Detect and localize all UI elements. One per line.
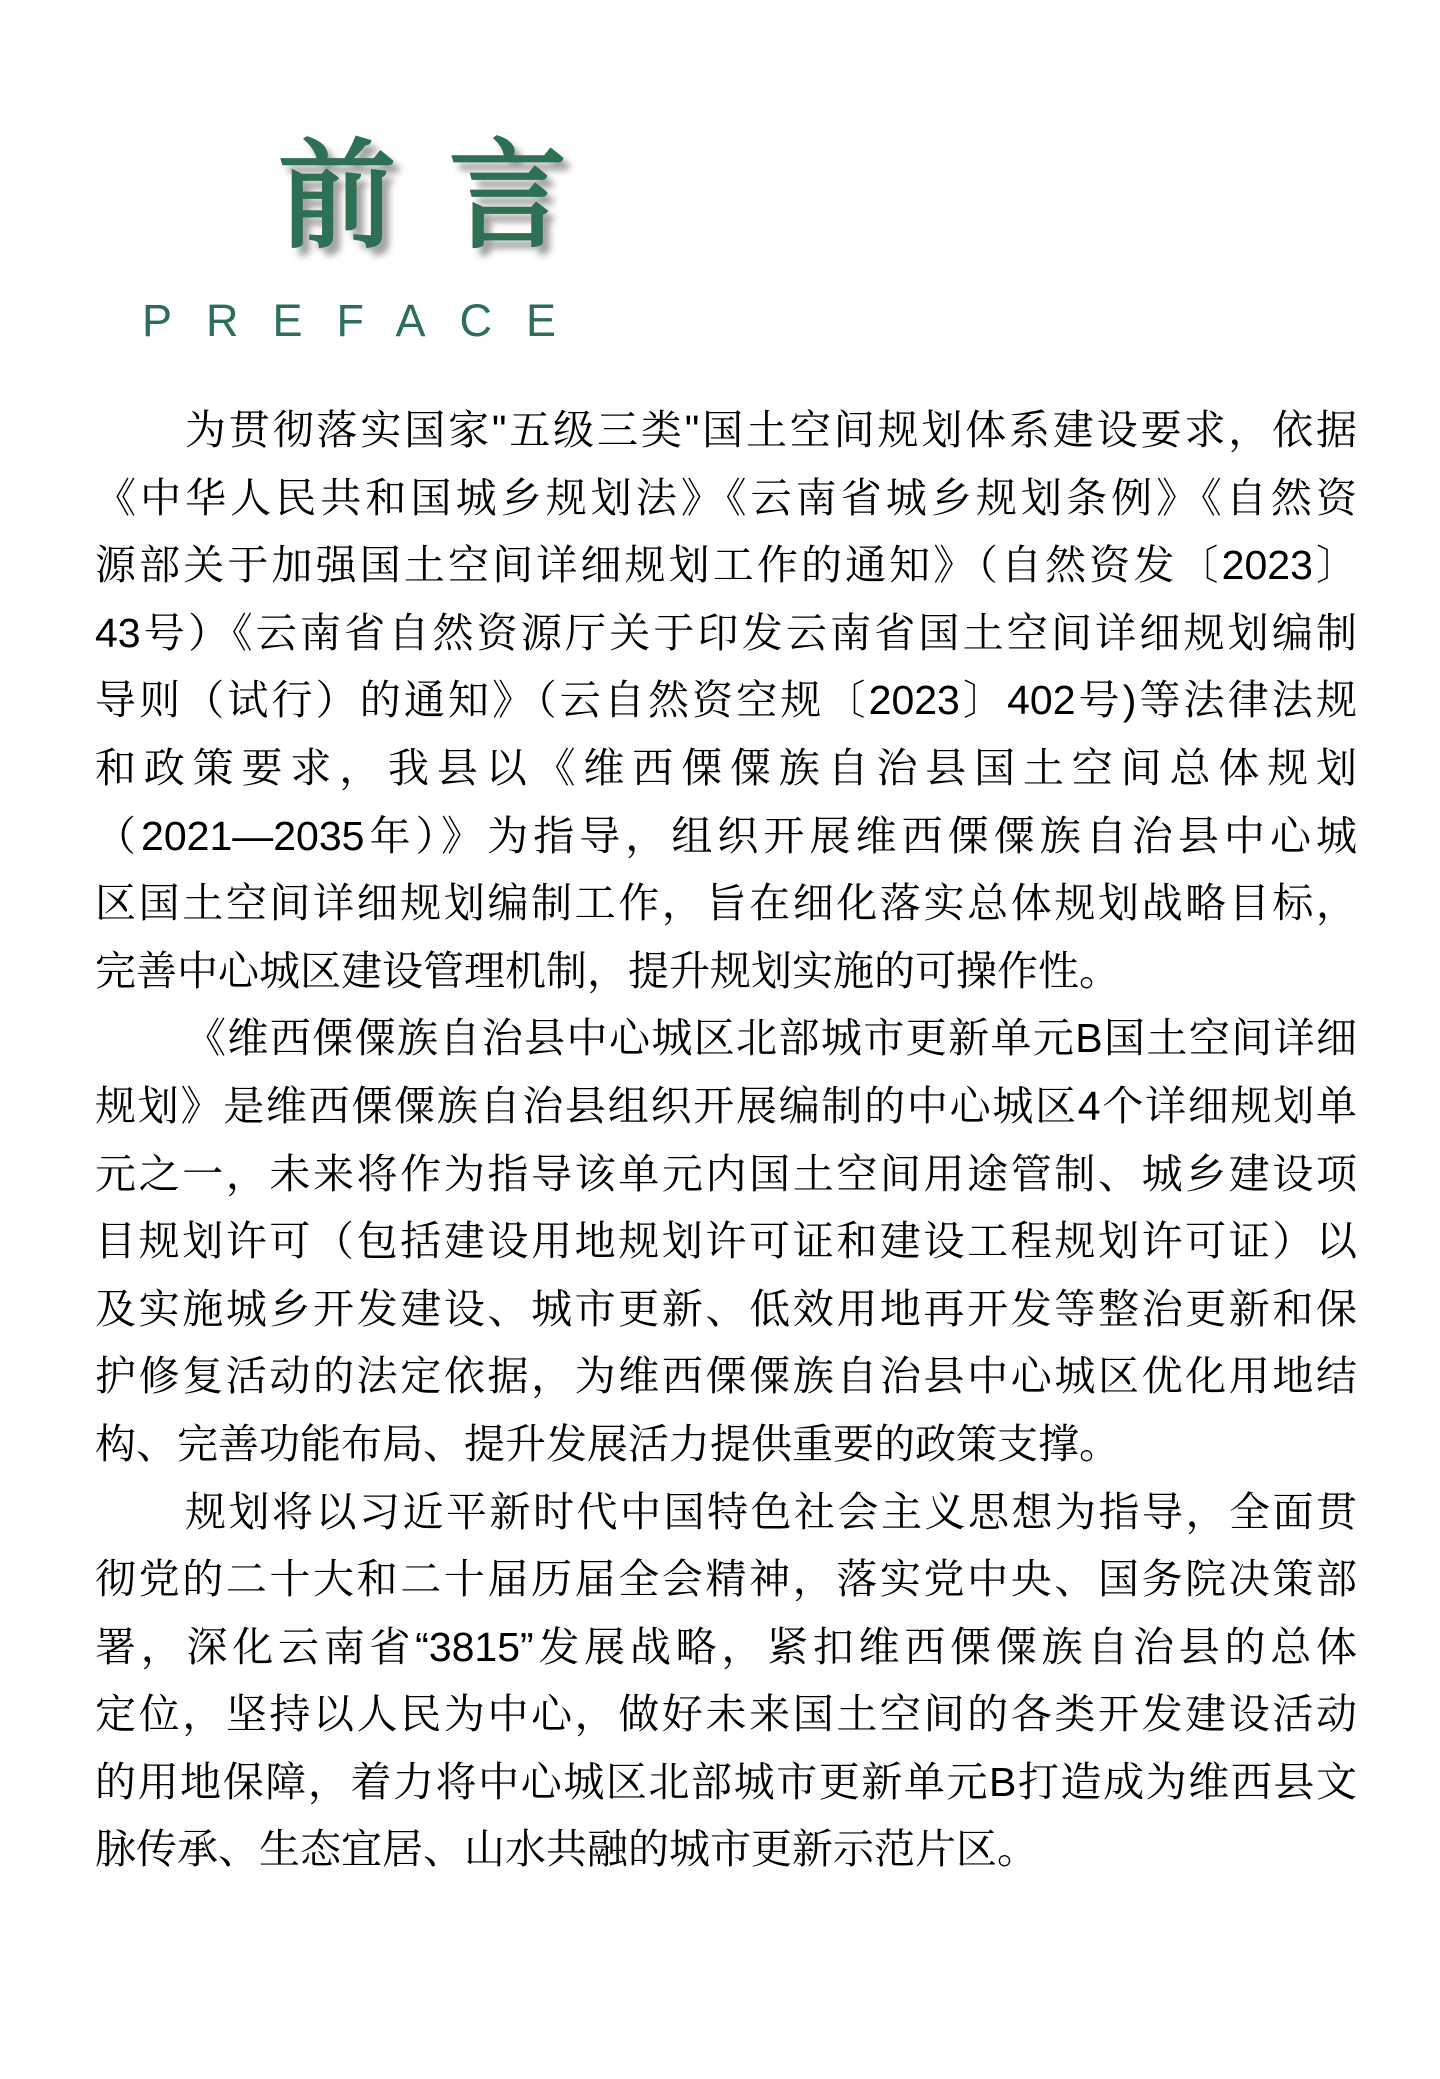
page-title: 前 言 bbox=[278, 131, 577, 263]
preface-body-text bbox=[95, 397, 1357, 1884]
body-line: 为贯彻落实国家"五级三类"国土空间规划体系建设要求，依据 bbox=[185, 407, 1357, 453]
body-line: 导则（试行）的通知》（云自然资空规〔2023〕402号)等法律法规 bbox=[95, 677, 1357, 724]
body-line: 及实施城乡开发建设、城市更新、低效用地再开发等整治更新和保 bbox=[95, 1285, 1357, 1332]
body-line: 43号）《云南省自然资源厅关于印发云南省国土空间详细规划编制 bbox=[95, 609, 1357, 656]
body-line: 的用地保障，着力将中心城区北部城市更新单元B打造成为维西县文 bbox=[95, 1758, 1357, 1805]
body-line: 护修复活动的法定依据，为维西傈僳族自治县中心城区优化用地结 bbox=[95, 1353, 1357, 1400]
body-line: 《维西傈僳族自治县中心城区北部城市更新单元B国土空间详细 bbox=[185, 1015, 1357, 1062]
body-line: 构、完善功能布局、提升发展活力提供重要的政策支撑。 bbox=[95, 1420, 1120, 1467]
body-line: 和政策要求，我县以《维西傈僳族自治县国土空间总体规划 bbox=[95, 744, 1357, 791]
body-line: 脉传承、生态宜居、山水共融的城市更新示范片区。 bbox=[95, 1826, 1038, 1873]
body-line: 源部关于加强国土空间详细规划工作的通知》（自然资发〔2023〕 bbox=[95, 542, 1357, 589]
body-line: 规划》是维西傈僳族自治县组织开展编制的中心城区4个详细规划单 bbox=[95, 1082, 1357, 1129]
body-line: 规划将以习近平新时代中国特色社会主义思想为指导，全面贯 bbox=[185, 1488, 1357, 1535]
body-line: 目规划许可（包括建设用地规划许可证和建设工程规划许可证）以 bbox=[95, 1218, 1357, 1265]
body-line: 《中华人民共和国城乡规划法》《云南省城乡规划条例》《自然资 bbox=[95, 474, 1357, 521]
page-subtitle-preface: PREFACE bbox=[142, 295, 591, 346]
body-line: 彻党的二十大和二十届历届全会精神，落实党中央、国务院决策部 bbox=[95, 1556, 1357, 1603]
body-line: 完善中心城区建设管理机制，提升规划实施的可操作性。 bbox=[95, 947, 1120, 994]
body-line: 元之一，未来将作为指导该单元内国土空间用途管制、城乡建设项 bbox=[95, 1150, 1357, 1197]
body-line: 区国土空间详细规划编制工作，旨在细化落实总体规划战略目标， bbox=[95, 880, 1357, 927]
body-line: 定位，坚持以人民为中心，做好未来国土空间的各类开发建设活动 bbox=[95, 1691, 1357, 1738]
body-line: 署，深化云南省“3815”发展战略，紧扣维西傈僳族自治县的总体 bbox=[95, 1623, 1357, 1670]
body-line: （2021—2035年）》为指导，组织开展维西傈僳族自治县中心城 bbox=[95, 812, 1357, 859]
